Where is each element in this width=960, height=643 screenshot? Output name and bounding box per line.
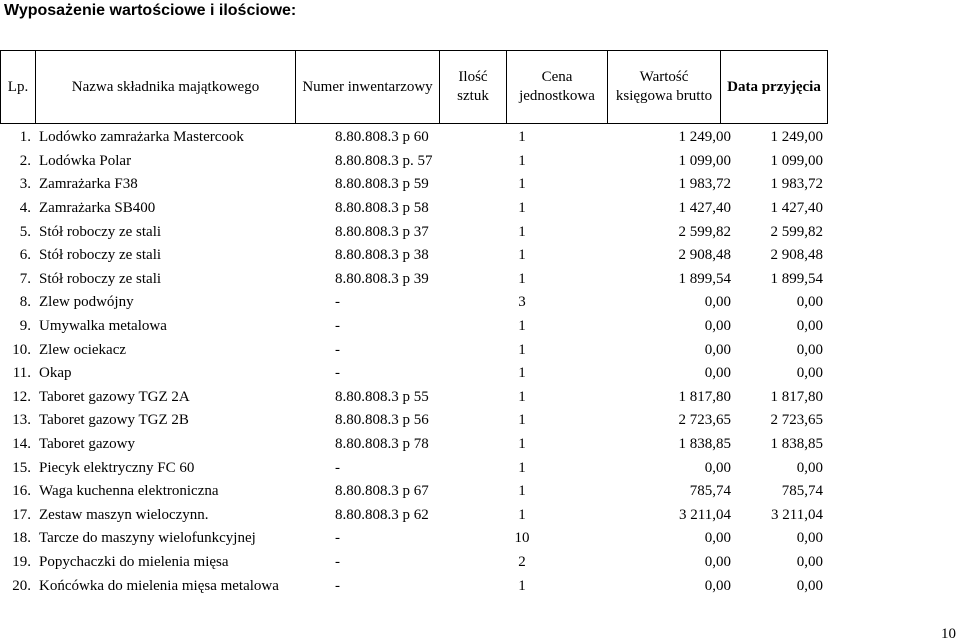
row-inventory-number: - (335, 577, 340, 594)
row-quantity: 1 (518, 436, 526, 453)
table-row (0, 527, 827, 551)
row-quantity: 1 (518, 318, 526, 335)
row-book-value: 3 211,04 (771, 506, 823, 523)
row-name: Zamrażarka SB400 (39, 200, 156, 217)
row-unit-price: 0,00 (704, 294, 731, 311)
row-book-value: 785,74 (781, 483, 823, 500)
row-name: Zlew ociekacz (39, 341, 127, 358)
table-row (0, 315, 827, 339)
page-number: 10 (941, 626, 956, 642)
row-book-value: 1 099,00 (770, 152, 823, 169)
table-row (0, 551, 827, 575)
row-book-value: 1 838,85 (770, 436, 823, 453)
inventory-table-body (0, 126, 827, 598)
row-lp: 16. (12, 483, 31, 500)
row-inventory-number: - (335, 459, 340, 476)
table-row (0, 291, 827, 315)
col-header-quantity: Ilość sztuk (440, 51, 507, 124)
row-lp: 8. (19, 294, 31, 311)
table-row (0, 409, 827, 433)
row-book-value: 2 599,82 (770, 223, 823, 240)
col-header-date: Data przyjęcia (721, 51, 828, 124)
row-name: Zamrażarka F38 (39, 176, 138, 193)
row-quantity: 1 (518, 200, 526, 217)
row-inventory-number: 8.80.808.3 p 39 (335, 270, 429, 287)
row-name: Taboret gazowy TGZ 2B (39, 412, 189, 429)
row-name: Lodówko zamrażarka Mastercook (39, 129, 244, 146)
row-book-value: 1 899,54 (770, 270, 823, 287)
row-quantity: 1 (518, 341, 526, 358)
row-inventory-number: 8.80.808.3 p 78 (335, 436, 429, 453)
row-name: Taboret gazowy TGZ 2A (39, 388, 190, 405)
table-row (0, 220, 827, 244)
table-row (0, 480, 827, 504)
row-book-value: 1 817,80 (770, 388, 823, 405)
table-row (0, 574, 827, 598)
row-quantity: 1 (518, 270, 526, 287)
row-unit-price: 0,00 (704, 577, 731, 594)
row-unit-price: 1 249,00 (678, 129, 731, 146)
row-book-value: 0,00 (796, 318, 823, 335)
row-inventory-number: 8.80.808.3 p 37 (335, 223, 429, 240)
row-unit-price: 1 427,40 (678, 200, 731, 217)
row-inventory-number: - (335, 294, 340, 311)
table-row (0, 268, 827, 292)
row-quantity: 1 (518, 152, 526, 169)
row-name: Stół roboczy ze stali (39, 247, 162, 264)
row-lp: 15. (12, 459, 31, 476)
section-title: Wyposażenie wartościowe i ilościowe: (4, 2, 297, 19)
row-lp: 12. (12, 388, 31, 405)
row-quantity: 1 (518, 365, 526, 382)
row-unit-price: 0,00 (704, 553, 731, 570)
row-name: Piecyk elektryczny FC 60 (39, 459, 195, 476)
row-unit-price: 2 599,82 (678, 223, 731, 240)
row-quantity: 1 (518, 176, 526, 193)
row-lp: 17. (12, 506, 31, 523)
row-unit-price: 1 983,72 (678, 176, 731, 193)
row-unit-price: 0,00 (704, 318, 731, 335)
row-name: Okap (39, 365, 72, 382)
row-unit-price: 1 838,85 (678, 436, 731, 453)
row-lp: 3. (19, 176, 31, 193)
row-lp: 20. (12, 577, 31, 594)
row-inventory-number: 8.80.808.3 p 56 (335, 412, 429, 429)
row-unit-price: 785,74 (689, 483, 731, 500)
row-quantity: 3 (518, 294, 526, 311)
row-unit-price: 0,00 (704, 365, 731, 382)
row-inventory-number: - (335, 553, 340, 570)
row-lp: 1. (19, 129, 31, 146)
row-book-value: 0,00 (796, 553, 823, 570)
row-name: Umywalka metalowa (39, 318, 167, 335)
row-lp: 11. (12, 365, 31, 382)
row-unit-price: 0,00 (704, 459, 731, 476)
row-unit-price: 0,00 (704, 530, 731, 547)
row-quantity: 1 (518, 483, 526, 500)
row-inventory-number: 8.80.808.3 p 67 (335, 483, 429, 500)
row-inventory-number: 8.80.808.3 p 55 (335, 388, 429, 405)
row-quantity: 1 (518, 412, 526, 429)
table-row (0, 126, 827, 150)
table-row (0, 504, 827, 528)
row-book-value: 1 983,72 (770, 176, 823, 193)
row-name: Lodówka Polar (39, 152, 132, 169)
row-inventory-number: 8.80.808.3 p. 57 (335, 152, 433, 169)
row-quantity: 1 (518, 577, 526, 594)
row-unit-price: 1 099,00 (678, 152, 731, 169)
row-quantity: 1 (518, 247, 526, 264)
row-quantity: 1 (518, 223, 526, 240)
row-lp: 10. (12, 341, 31, 358)
row-inventory-number: - (335, 530, 340, 547)
row-name: Popychaczki do mielenia mięsa (39, 553, 229, 570)
row-quantity: 1 (518, 388, 526, 405)
row-inventory-number: 8.80.808.3 p 59 (335, 176, 429, 193)
row-book-value: 1 249,00 (770, 129, 823, 146)
row-inventory-number: 8.80.808.3 p 62 (335, 506, 429, 523)
row-inventory-number: - (335, 365, 340, 382)
row-unit-price: 0,00 (704, 341, 731, 358)
row-quantity: 2 (518, 553, 526, 570)
row-name: Końcówka do mielenia mięsa metalowa (39, 577, 279, 594)
row-book-value: 2 908,48 (770, 247, 823, 264)
row-inventory-number: 8.80.808.3 p 60 (335, 129, 429, 146)
row-inventory-number: - (335, 318, 340, 335)
table-row (0, 197, 827, 221)
table-row (0, 433, 827, 457)
table-row (0, 338, 827, 362)
row-inventory-number: 8.80.808.3 p 58 (335, 200, 429, 217)
row-name: Zestaw maszyn wieloczynn. (39, 506, 209, 523)
table-row (0, 150, 827, 174)
col-header-inventory-number: Numer inwentarzowy (296, 51, 440, 124)
row-name: Taboret gazowy (39, 436, 135, 453)
row-book-value: 0,00 (796, 577, 823, 594)
row-inventory-number: 8.80.808.3 p 38 (335, 247, 429, 264)
row-quantity: 1 (518, 129, 526, 146)
row-name: Zlew podwójny (39, 294, 134, 311)
col-header-book-value: Wartość księgowa brutto (608, 51, 721, 124)
col-header-name: Nazwa składnika majątkowego (36, 51, 296, 124)
row-book-value: 0,00 (796, 294, 823, 311)
row-unit-price: 2 908,48 (678, 247, 731, 264)
row-lp: 18. (12, 530, 31, 547)
col-header-lp: Lp. (1, 51, 36, 124)
row-name: Stół roboczy ze stali (39, 223, 162, 240)
row-quantity: 10 (514, 530, 530, 547)
row-lp: 2. (19, 152, 31, 169)
row-book-value: 1 427,40 (770, 200, 823, 217)
row-unit-price: 1 817,80 (678, 388, 731, 405)
row-book-value: 0,00 (796, 341, 823, 358)
row-unit-price: 2 723,65 (678, 412, 731, 429)
table-row (0, 173, 827, 197)
row-book-value: 0,00 (796, 365, 823, 382)
row-unit-price: 1 899,54 (678, 270, 731, 287)
row-lp: 19. (12, 553, 31, 570)
row-lp: 5. (19, 223, 31, 240)
table-row (0, 456, 827, 480)
row-name: Waga kuchenna elektroniczna (39, 483, 219, 500)
row-unit-price: 3 211,04 (679, 506, 731, 523)
row-inventory-number: - (335, 341, 340, 358)
row-quantity: 1 (518, 459, 526, 476)
table-row (0, 386, 827, 410)
table-row (0, 362, 827, 386)
table-row (0, 244, 827, 268)
row-name: Tarcze do maszyny wielofunkcyjnej (39, 530, 256, 547)
row-name: Stół roboczy ze stali (39, 270, 162, 287)
row-book-value: 2 723,65 (770, 412, 823, 429)
row-lp: 6. (19, 247, 31, 264)
inventory-table-header (0, 50, 828, 124)
row-lp: 14. (12, 436, 31, 453)
row-lp: 9. (19, 318, 31, 335)
row-book-value: 0,00 (796, 459, 823, 476)
row-lp: 4. (19, 200, 31, 217)
row-book-value: 0,00 (796, 530, 823, 547)
col-header-unit-price: Cena jednostkowa (507, 51, 608, 124)
row-lp: 13. (12, 412, 31, 429)
row-lp: 7. (19, 270, 31, 287)
row-quantity: 1 (518, 506, 526, 523)
